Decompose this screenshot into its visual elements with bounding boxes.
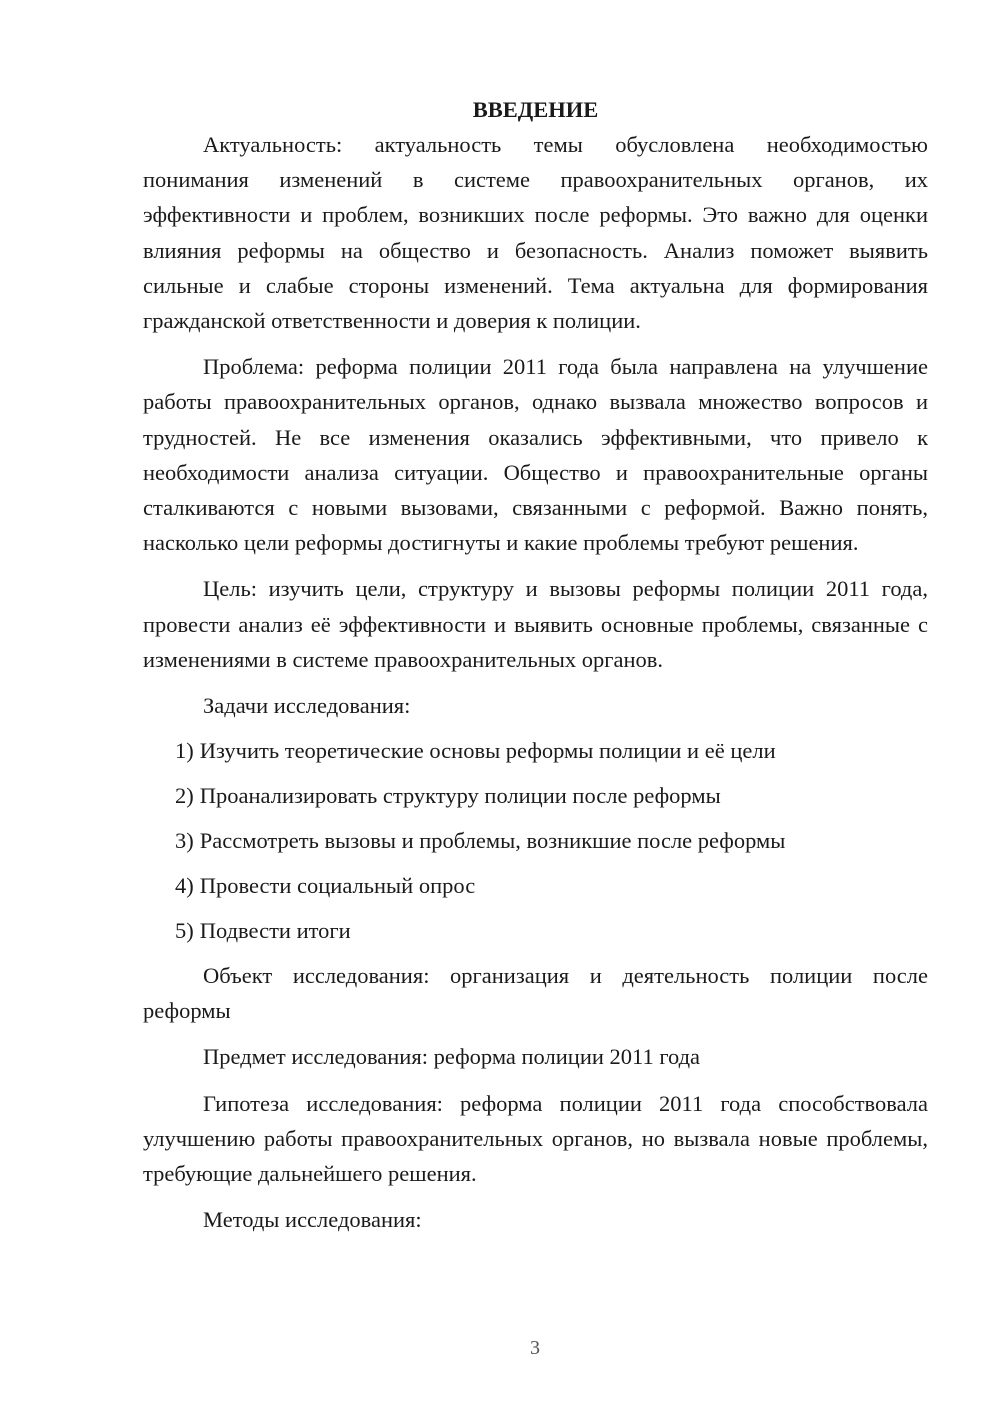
list-item [143, 868, 928, 903]
task-number: 4) [175, 873, 194, 899]
task-text: Подвести итоги [199, 918, 351, 944]
page-content [143, 92, 928, 1237]
tasks-list [143, 733, 928, 948]
paragraph-subject: Предмет исследования: реформа полиции 2011 года [203, 1044, 701, 1070]
paragraph-goal: Цель: изучить цели, структуру и вызовы реформы полиции 2011 года, провести анализ её эффективности и выявить основные проблемы, связанные с изменениями в системе правоохранительных органов. [143, 576, 928, 672]
paragraph-methods: Методы исследования: [203, 1207, 422, 1233]
task-number: 5) [175, 918, 194, 944]
paragraph-object: Объект исследования: организация и деятельность полиции после реформы [143, 963, 928, 1024]
page-number: 3 [530, 1337, 540, 1359]
list-item [143, 823, 928, 858]
task-text: Проанализировать структуру полиции после реформы [199, 783, 721, 809]
task-number: 3) [175, 828, 194, 854]
list-item [143, 733, 928, 768]
list-item [143, 778, 928, 813]
tasks-heading: Задачи исследования: [203, 693, 411, 719]
paragraph-problem: Проблема: реформа полиции 2011 года была направлена на улучшение работы правоохранительных органов, однако вызвала множество вопросов и трудностей. Не все изменения оказались эффективными, что привело к необходимости анализа ситуации. Общество и правоохранительные органы сталкиваются с новыми вызовами, связанными с реформой. Важно понять, насколько цели реформы достигнуты и какие проблемы требуют решения. [143, 354, 928, 556]
paragraph-hypothesis: Гипотеза исследования: реформа полиции 2011 года способствовала улучшению работы правоохранительных органов, но вызвала новые проблемы, требующие дальнейшего решения. [143, 1090, 928, 1187]
task-number: 1) [175, 738, 194, 764]
task-text: Рассмотреть вызовы и проблемы, возникшие после реформы [199, 828, 786, 854]
task-text: Изучить теоретические основы реформы полиции и её цели [199, 738, 776, 764]
task-text: Провести социальный опрос [199, 873, 476, 899]
paragraph-relevance: Актуальность: актуальность темы обусловлена необходимостью понимания изменений в системе правоохранительных органов, их эффективности и проблем, возникших после реформы. Это важно для оценки влияния реформы на общество и безопасность. Анализ поможет выявить сильные и слабые стороны изменений. Тема актуальна для формирования гражданской ответственности и доверия к полиции. [143, 132, 928, 334]
list-item [143, 913, 928, 948]
task-number: 2) [175, 783, 194, 809]
section-title: ВВЕДЕНИЕ [472, 97, 599, 122]
